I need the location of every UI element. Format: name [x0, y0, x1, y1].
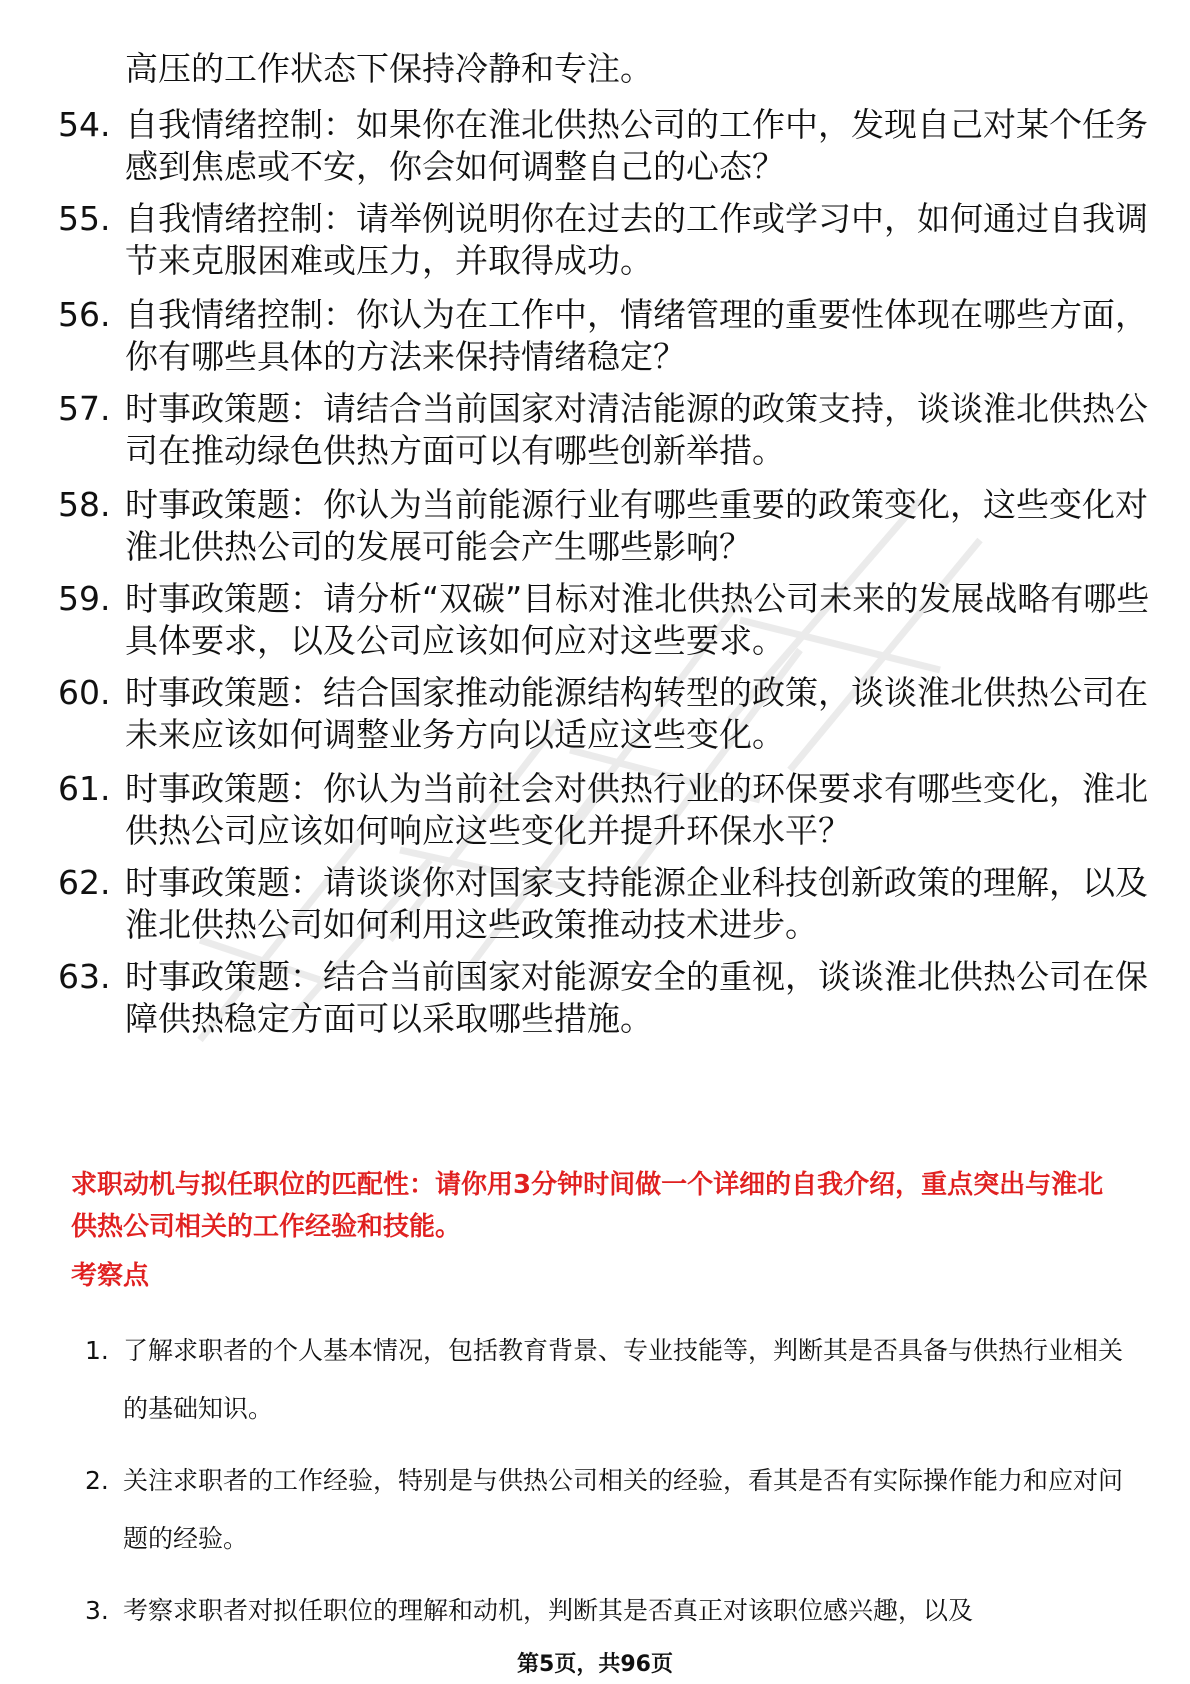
- question-text: 时事政策题：结合当前国家对能源安全的重视，谈谈淮北供热公司在保障供热稳定方面可以采取哪些措施。: [125, 957, 1148, 1038]
- point-text: 了解求职者的个人基本情况，包括教育背景、专业技能等，判断其是否具备与供热行业相关的基础知识。: [123, 1336, 1124, 1423]
- question-57: [58, 388, 1148, 472]
- question-number: 61.: [58, 769, 111, 808]
- question-62: [58, 862, 1148, 946]
- question-text: 自我情绪控制：你认为在工作中，情绪管理的重要性体现在哪些方面，你有哪些具体的方法来保持情绪稳定？: [125, 295, 1148, 376]
- question-number: 57.: [58, 389, 111, 428]
- page-footer: 第5页，共96页: [517, 1652, 673, 1677]
- question-number: 63.: [58, 957, 111, 996]
- point-number: 1.: [85, 1336, 109, 1365]
- point-number: 2.: [85, 1466, 109, 1495]
- question-61: [58, 768, 1148, 852]
- question-56: [58, 294, 1148, 378]
- question-number: 59.: [58, 579, 111, 618]
- question-text: 时事政策题：你认为当前能源行业有哪些重要的政策变化，这些变化对淮北供热公司的发展可能会产生哪些影响？: [125, 485, 1148, 566]
- question-text: 时事政策题：请谈谈你对国家支持能源企业科技创新政策的理解，以及淮北供热公司如何利用这些政策推动技术进步。: [125, 863, 1148, 944]
- point-number: 3.: [85, 1596, 109, 1625]
- point-text: 考察求职者对拟任职位的理解和动机，判断其是否真正对该职位感兴趣，以及: [123, 1596, 974, 1625]
- question-60: [58, 672, 1148, 756]
- assessment-point-1: [85, 1322, 1125, 1438]
- question-text: 自我情绪控制：如果你在淮北供热公司的工作中，发现自己对某个任务感到焦虑或不安，你会如何调整自己的心态？: [125, 105, 1148, 186]
- question-text: 时事政策题：请分析“双碳”目标对淮北供热公司未来的发展战略有哪些具体要求，以及公司应该如何应对这些要求。: [125, 579, 1150, 660]
- question-text: 时事政策题：请结合当前国家对清洁能源的政策支持，谈谈淮北供热公司在推动绿色供热方面可以有哪些创新举措。: [125, 389, 1148, 470]
- question-text: 自我情绪控制：请举例说明你在过去的工作或学习中，如何通过自我调节来克服困难或压力，并取得成功。: [125, 199, 1148, 280]
- question-text: 时事政策题：结合国家推动能源结构转型的政策，谈谈淮北供热公司在未来应该如何调整业务方向以适应这些变化。: [125, 673, 1148, 754]
- point-text: 关注求职者的工作经验，特别是与供热公司相关的经验，看其是否有实际操作能力和应对问题的经验。: [123, 1466, 1124, 1553]
- question-54: [58, 104, 1148, 188]
- question-number: 55.: [58, 199, 111, 238]
- question-59: [58, 578, 1150, 662]
- question-number: 62.: [58, 863, 111, 902]
- question-55: [58, 198, 1148, 282]
- question-number: 58.: [58, 485, 111, 524]
- question-number: 56.: [58, 295, 111, 334]
- question-number: 54.: [58, 105, 111, 144]
- continuation-line: 高压的工作状态下保持冷静和专注。: [125, 49, 653, 88]
- question-text: 时事政策题：你认为当前社会对供热行业的环保要求有哪些变化，淮北供热公司应该如何响应这些变化并提升环保水平？: [125, 769, 1148, 850]
- assessment-point-2: [85, 1452, 1125, 1568]
- question-63: [58, 956, 1148, 1040]
- points-heading: 考察点: [71, 1261, 150, 1291]
- section-title: 求职动机与拟任职位的匹配性：请你用3分钟时间做一个详细的自我介绍，重点突出与淮北供热公司相关的工作经验和技能。: [71, 1170, 1104, 1242]
- question-number: 60.: [58, 673, 111, 712]
- question-58: [58, 484, 1148, 568]
- assessment-point-3: [85, 1582, 1125, 1640]
